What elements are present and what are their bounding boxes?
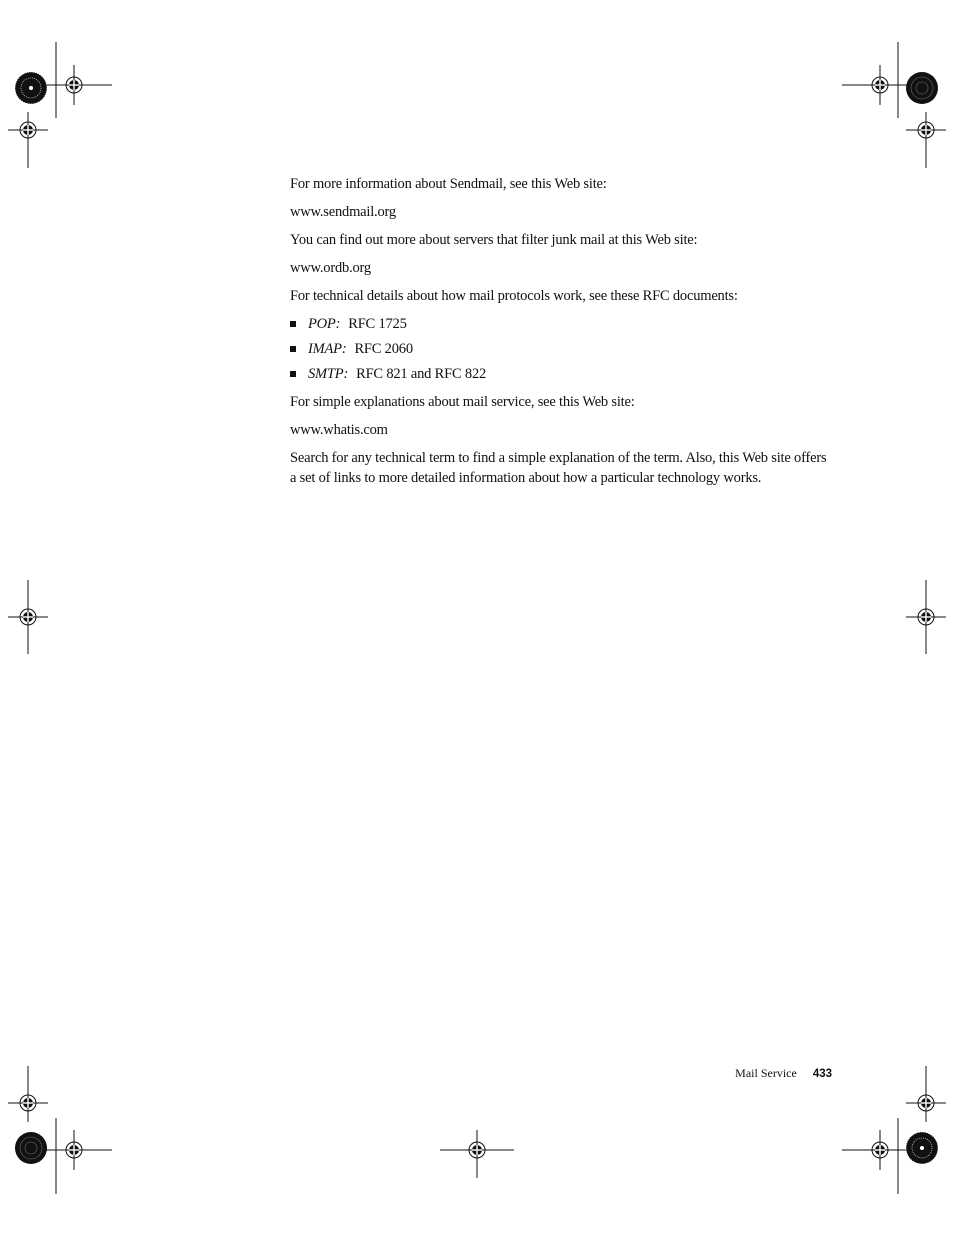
list-item xyxy=(290,314,830,334)
whatis-url[interactable]: www.whatis.com xyxy=(290,422,388,438)
junk-mail-intro: You can find out more about servers that filter junk mail at this Web site: xyxy=(290,232,698,248)
ordb-url[interactable]: www.ordb.org xyxy=(290,260,371,276)
sendmail-url[interactable]: www.sendmail.org xyxy=(290,204,396,220)
page-number: 433 xyxy=(812,1068,832,1080)
rfc-value: RFC 1725 xyxy=(348,316,407,332)
protocol-term: SMTP: xyxy=(308,366,349,382)
sendmail-intro: For more information about Sendmail, see this Web site: xyxy=(290,176,607,192)
rfc-intro: For technical details about how mail protocols work, see these RFC documents: xyxy=(290,288,738,304)
page-footer xyxy=(700,1064,832,1082)
list-item xyxy=(290,364,830,384)
square-bullet-icon xyxy=(290,321,296,327)
simple-intro: For simple explanations about mail service, see this Web site: xyxy=(290,394,635,410)
square-bullet-icon xyxy=(290,371,296,377)
main-content xyxy=(290,174,830,496)
protocol-term: IMAP: xyxy=(308,341,347,357)
square-bullet-icon xyxy=(290,346,296,352)
rfc-value: RFC 2060 xyxy=(354,341,413,357)
search-explanation: Search for any technical term to find a simple explanation of the term. Also, this Web site offers a set of links to more detailed information about how a particular technology works. xyxy=(290,450,827,486)
protocol-term: POP: xyxy=(308,316,341,332)
rfc-list xyxy=(290,314,830,384)
list-item xyxy=(290,339,830,359)
rfc-value: RFC 821 and RFC 822 xyxy=(356,366,487,382)
footer-section-title: Mail Service xyxy=(735,1066,797,1080)
